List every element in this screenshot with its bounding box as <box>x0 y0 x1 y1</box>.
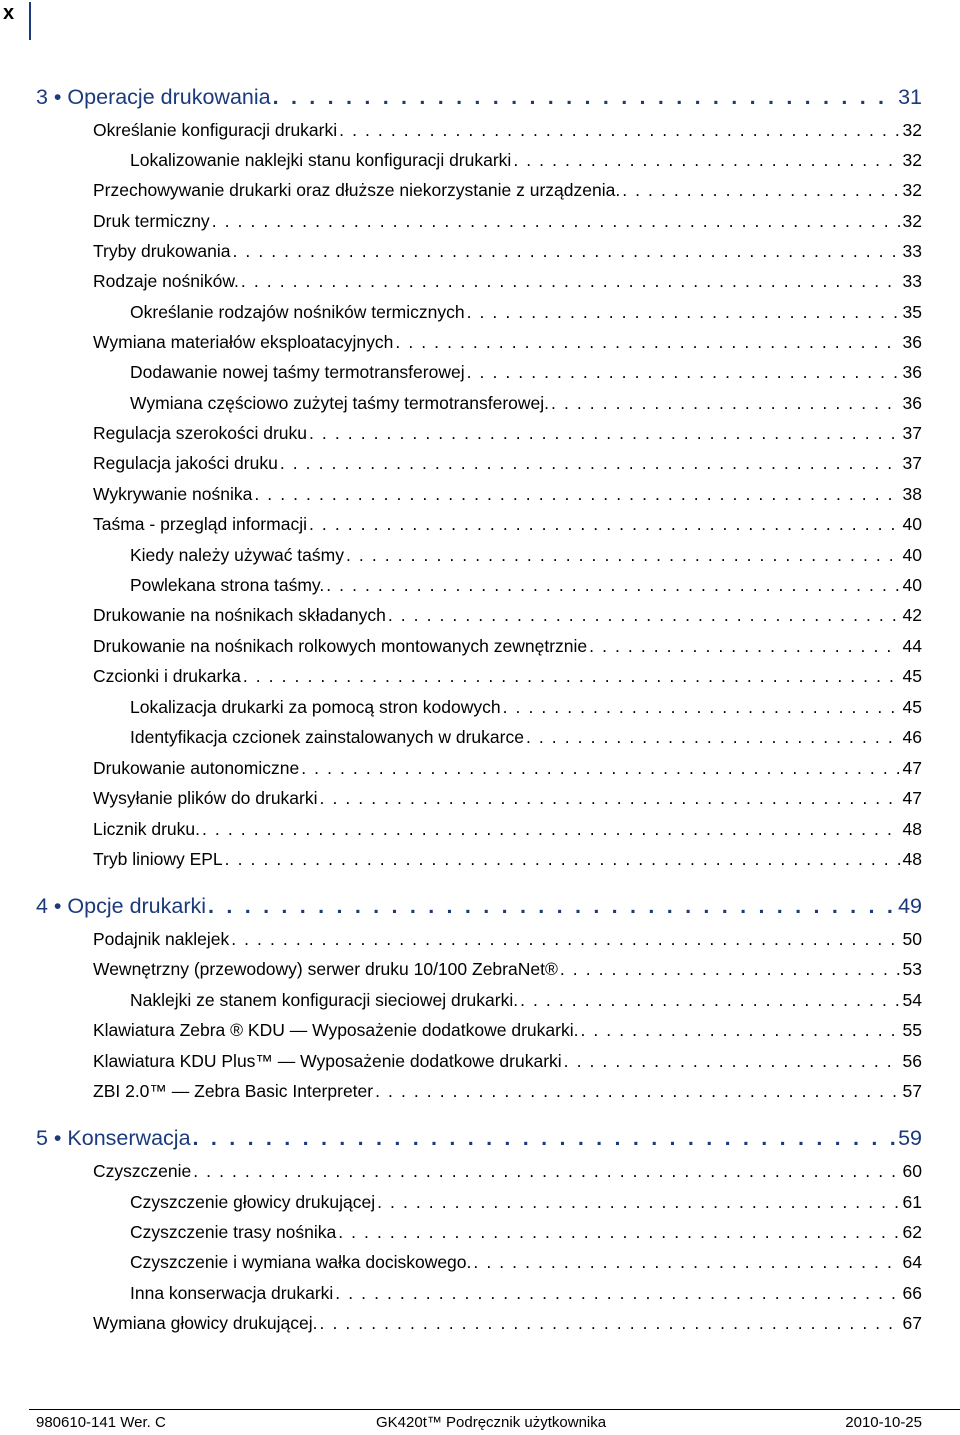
toc-section-entry[interactable] <box>93 211 922 232</box>
toc-entry-title: Drukowanie autonomiczne <box>93 758 300 778</box>
toc-dot-leader <box>280 453 901 474</box>
toc-entry-page-number: 38 <box>902 484 922 504</box>
toc-dot-leader <box>231 929 900 950</box>
toc-dot-leader <box>193 1126 897 1151</box>
toc-chapter-entry[interactable] <box>36 85 922 110</box>
toc-section-entry[interactable] <box>130 1222 922 1243</box>
toc-entry-page-number: 32 <box>902 150 922 170</box>
toc-dot-leader <box>580 1020 900 1041</box>
toc-entry-title: Tryb liniowy EPL <box>93 849 223 869</box>
toc-dot-leader <box>377 1192 900 1213</box>
toc-dot-leader <box>193 1161 900 1182</box>
toc-section-entry[interactable] <box>130 150 922 171</box>
toc-entry-page-number: 67 <box>902 1313 922 1333</box>
toc-entry-page-number: 31 <box>898 85 922 109</box>
toc-entry-title: Czyszczenie i wymiana wałka dociskowego. <box>130 1252 472 1272</box>
toc-entry-title: Klawiatura KDU Plus™ — Wyposażenie dodatkowe drukarki <box>93 1051 562 1071</box>
toc-dot-leader <box>273 85 896 110</box>
header-rule <box>29 2 31 40</box>
toc-entry-title: Dodawanie nowej taśmy termotransferowej <box>130 362 465 382</box>
toc-dot-leader <box>395 332 900 353</box>
toc-dot-leader <box>309 423 901 444</box>
toc-entry-page-number: 59 <box>898 1126 922 1150</box>
toc-dot-leader <box>564 1051 901 1072</box>
toc-entry-page-number: 46 <box>902 727 922 747</box>
toc-dot-leader <box>202 819 901 840</box>
toc-chapter-entry[interactable] <box>36 1126 922 1151</box>
toc-entry-title: Regulacja szerokości druku <box>93 423 307 443</box>
toc-section-entry[interactable] <box>93 959 922 980</box>
toc-dot-leader <box>526 727 901 748</box>
toc-dot-leader <box>503 697 901 718</box>
toc-entry-title: Lokalizowanie naklejki stanu konfiguracji drukarki <box>130 150 512 170</box>
toc-entry-title: Inna konserwacja drukarki <box>130 1283 334 1303</box>
toc-section-entry[interactable] <box>93 332 922 353</box>
toc-entry-title: 3 • Operacje drukowania <box>36 85 271 109</box>
toc-dot-leader <box>551 393 901 414</box>
toc-entry-title: Klawiatura Zebra ® KDU — Wyposażenie dodatkowe drukarki. <box>93 1020 579 1040</box>
toc-entry-title: Czyszczenie głowicy drukującej <box>130 1192 376 1212</box>
toc-entry-title: 5 • Konserwacja <box>36 1126 191 1150</box>
toc-entry-page-number: 48 <box>902 849 922 869</box>
toc-entry-title: Wykrywanie nośnika <box>93 484 253 504</box>
toc-dot-leader <box>208 894 896 919</box>
toc-entry-page-number: 49 <box>898 894 922 918</box>
toc-section-entry[interactable] <box>93 1081 922 1102</box>
toc-entry-page-number: 62 <box>902 1222 922 1242</box>
toc-section-entry[interactable] <box>130 727 922 748</box>
toc-entry-title: Wymiana głowicy drukującej. <box>93 1313 318 1333</box>
toc-entry-page-number: 33 <box>902 241 922 261</box>
toc-entry-page-number: 48 <box>902 819 922 839</box>
toc-section-entry[interactable] <box>130 990 922 1011</box>
toc-section-entry[interactable] <box>130 697 922 718</box>
toc-section-entry[interactable] <box>93 1051 922 1072</box>
toc-dot-leader <box>467 362 901 383</box>
toc-entry-title: Określanie rodzajów nośników termicznych <box>130 302 465 322</box>
toc-entry-page-number: 32 <box>902 120 922 140</box>
toc-entry-page-number: 61 <box>902 1192 922 1212</box>
toc-dot-leader <box>241 271 901 292</box>
toc-section-entry[interactable] <box>93 849 922 870</box>
toc-dot-leader <box>309 514 901 535</box>
toc-entry-title: Identyfikacja czcionek zainstalowanych w drukarce <box>130 727 524 747</box>
toc-section-entry[interactable] <box>130 362 922 383</box>
toc-entry-page-number: 47 <box>902 758 922 778</box>
toc-chapter-entry[interactable] <box>36 894 922 919</box>
toc-section-entry[interactable] <box>93 453 922 474</box>
toc-entry-page-number: 37 <box>902 423 922 443</box>
toc-dot-leader <box>335 1283 900 1304</box>
toc-entry-page-number: 40 <box>902 545 922 565</box>
toc-entry-title: Przechowywanie drukarki oraz dłuższe niekorzystanie z urządzenia. <box>93 180 621 200</box>
toc-entry-page-number: 36 <box>902 362 922 382</box>
toc-entry-title: Wymiana częściowo zużytej taśmy termotransferowej. <box>130 393 550 413</box>
toc-entry-title: ZBI 2.0™ — Zebra Basic Interpreter <box>93 1081 374 1101</box>
toc-entry-title: Czcionki i drukarka <box>93 666 241 686</box>
footer-rule <box>29 1409 960 1410</box>
toc-entry-page-number: 56 <box>902 1051 922 1071</box>
toc-entry-title: Lokalizacja drukarki za pomocą stron kodowych <box>130 697 501 717</box>
toc-section-entry[interactable] <box>93 241 922 262</box>
toc-entry-page-number: 33 <box>902 271 922 291</box>
toc-entry-page-number: 44 <box>902 636 922 656</box>
toc-entry-title: Wysyłanie plików do drukarki <box>93 788 318 808</box>
toc-entry-title: Rodzaje nośników. <box>93 271 239 291</box>
toc-entry-title: Naklejki ze stanem konfiguracji sieciowej drukarki. <box>130 990 519 1010</box>
toc-entry-page-number: 32 <box>902 211 922 231</box>
toc-section-entry[interactable] <box>93 271 922 292</box>
toc-section-entry[interactable] <box>93 758 922 779</box>
toc-entry-page-number: 45 <box>902 697 922 717</box>
toc-entry-title: Regulacja jakości druku <box>93 453 278 473</box>
toc-dot-leader <box>622 180 900 201</box>
toc-entry-page-number: 42 <box>902 605 922 625</box>
toc-entry-title: 4 • Opcje drukarki <box>36 894 207 918</box>
toc-entry-page-number: 60 <box>902 1161 922 1181</box>
toc-dot-leader <box>339 120 900 141</box>
toc-dot-leader <box>375 1081 900 1102</box>
toc-section-entry[interactable] <box>93 929 922 950</box>
page-number-marker: x <box>3 2 15 24</box>
toc-dot-leader <box>212 211 901 232</box>
footer-date: 2010-10-25 <box>845 1414 922 1431</box>
toc-section-entry[interactable] <box>130 302 922 323</box>
toc-entry-page-number: 64 <box>902 1252 922 1272</box>
toc-dot-leader <box>232 241 900 262</box>
toc-entry-title: Kiedy należy używać taśmy <box>130 545 344 565</box>
toc-section-entry[interactable] <box>93 788 922 809</box>
toc-entry-page-number: 40 <box>902 575 922 595</box>
toc-section-entry[interactable] <box>93 120 922 141</box>
toc-dot-leader <box>225 849 901 870</box>
toc-entry-title: Wewnętrzny (przewodowy) serwer druku 10/100 ZebraNet® <box>93 959 558 979</box>
toc-section-entry[interactable] <box>93 514 922 535</box>
toc-dot-leader <box>320 1313 901 1334</box>
toc-entry-title: Drukowanie na nośnikach składanych <box>93 605 386 625</box>
toc-entry-title: Wymiana materiałów eksploatacyjnych <box>93 332 394 352</box>
toc-section-entry[interactable] <box>93 819 922 840</box>
toc-entry-page-number: 35 <box>902 302 922 322</box>
toc-entry-title: Licznik druku. <box>93 819 200 839</box>
toc-entry-title: Czyszczenie trasy nośnika <box>130 1222 337 1242</box>
toc-entry-page-number: 40 <box>902 514 922 534</box>
toc-entry-page-number: 54 <box>902 990 922 1010</box>
toc-dot-leader <box>388 605 901 626</box>
toc-entry-page-number: 66 <box>902 1283 922 1303</box>
toc-dot-leader <box>589 636 900 657</box>
toc-section-entry[interactable] <box>93 666 922 687</box>
toc-entry-title: Druk termiczny <box>93 211 210 231</box>
toc-section-entry[interactable] <box>93 423 922 444</box>
toc-entry-page-number: 36 <box>902 332 922 352</box>
toc-section-entry[interactable] <box>93 484 922 505</box>
toc-dot-leader <box>326 575 900 596</box>
toc-entry-page-number: 53 <box>902 959 922 979</box>
toc-entry-page-number: 55 <box>902 1020 922 1040</box>
toc-entry-title: Czyszczenie <box>93 1161 192 1181</box>
toc-entry-page-number: 45 <box>902 666 922 686</box>
toc-entry-page-number: 32 <box>902 180 922 200</box>
toc-entry-title: Powlekana strona taśmy. <box>130 575 325 595</box>
toc-dot-leader <box>560 959 901 980</box>
footer-manual-title: GK420t™ Podręcznik użytkownika <box>376 1414 607 1431</box>
toc-entry-title: Tryby drukowania <box>93 241 231 261</box>
toc-section-entry[interactable] <box>93 1313 922 1334</box>
toc-section-entry[interactable] <box>130 1192 922 1213</box>
toc-section-entry[interactable] <box>130 1252 922 1273</box>
toc-section-entry[interactable] <box>130 575 922 596</box>
toc-dot-leader <box>473 1252 900 1273</box>
toc-dot-leader <box>520 990 900 1011</box>
toc-entry-title: Drukowanie na nośnikach rolkowych montowanych zewnętrznie <box>93 636 588 656</box>
toc-section-entry[interactable] <box>93 180 922 201</box>
toc-dot-leader <box>301 758 900 779</box>
toc-entry-page-number: 50 <box>902 929 922 949</box>
toc-section-entry[interactable] <box>130 393 922 414</box>
toc-section-entry[interactable] <box>130 545 922 566</box>
toc-entry-title: Podajnik naklejek <box>93 929 230 949</box>
toc-section-entry[interactable] <box>93 1020 922 1041</box>
toc-section-entry[interactable] <box>93 1161 922 1182</box>
toc-dot-leader <box>467 302 901 323</box>
toc-section-entry[interactable] <box>93 605 922 626</box>
toc-entry-page-number: 47 <box>902 788 922 808</box>
toc-entry-page-number: 57 <box>902 1081 922 1101</box>
toc-dot-leader <box>338 1222 900 1243</box>
footer-doc-number: 980610-141 Wer. C <box>36 1414 166 1431</box>
toc-section-entry[interactable] <box>130 1283 922 1304</box>
toc-dot-leader <box>243 666 901 687</box>
toc-dot-leader <box>513 150 900 171</box>
toc-dot-leader <box>254 484 900 505</box>
toc-dot-leader <box>320 788 901 809</box>
toc-section-entry[interactable] <box>93 636 922 657</box>
toc-dot-leader <box>346 545 901 566</box>
toc-entry-page-number: 37 <box>902 453 922 473</box>
toc-entry-title: Taśma - przegląd informacji <box>93 514 307 534</box>
toc-entry-page-number: 36 <box>902 393 922 413</box>
toc-entry-title: Określanie konfiguracji drukarki <box>93 120 338 140</box>
